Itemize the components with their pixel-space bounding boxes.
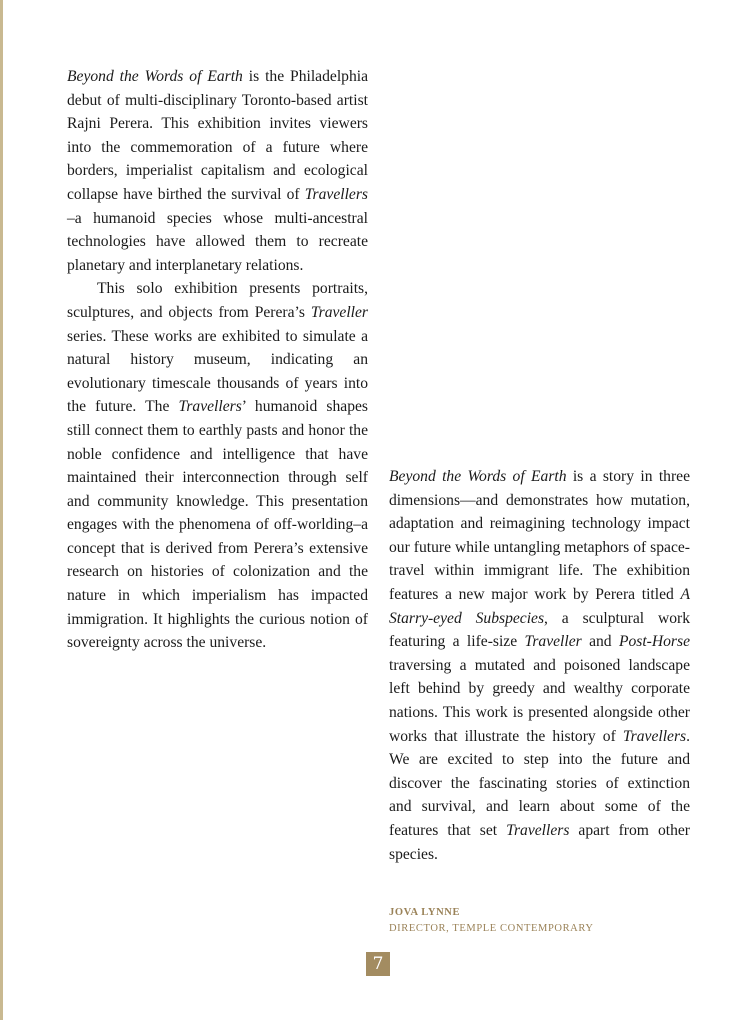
author-role: DIRECTOR, TEMPLE CONTEMPORARY xyxy=(389,923,594,934)
author-name: JOVA LYNNE xyxy=(389,907,461,918)
intro-paragraph: Beyond the Words of Earth is the Philadelphia debut of multi-disciplinary Toronto-based artist Rajni Perera. This exhibition invites viewers into the commemoration of a future where borders, imperialist capitalism and ecological collapse have birthed the survival of Travellers –a humanoid species whose multi-ancestral technologies have allowed them to recreate planetary and interplanetary relations. xyxy=(67,68,368,274)
solo-exhibition-paragraph: This solo exhibition presents portraits, sculptures, and objects from Perera’s Traveller series. These works are exhibited to simulate a natural history museum, indicating an evolutionary timescale thousands of years into the future. The Travellers’ humanoid shapes still connect them to earthly pasts and honor the noble confidence and intelligence that have maintained their interconnection through self and community knowledge. This presentation engages with the phenomena of off-worlding–a concept that is derived from Perera’s extensive research on histories of colonization and the nature in which imperialism has impacted immigration. It highlights the curious notion of sovereignty across the universe. xyxy=(67,280,368,652)
page-number: 7 xyxy=(366,952,390,976)
right-text-column xyxy=(389,465,690,866)
left-text-column xyxy=(67,65,368,655)
story-paragraph: Beyond the Words of Earth is a story in three dimensions—and demonstrates how mutation, adaptation and reimagining technology impact our future while untangling metaphors of space-travel within immigrant life. The exhibition features a new major work by Perera titled A Starry-eyed Subspecies, a sculptural work featuring a life-size Traveller and Post-Horse traversing a mutated and poisoned landscape left behind by greedy and wealthy corporate nations. This work is presented alongside other works that illustrate the history of Travellers. We are excited to step into the future and discover the fascinating stories of extinction and survival, and learn about some of the features that set Travellers apart from other species. xyxy=(389,468,690,863)
margin-rule xyxy=(0,0,3,1020)
author-signature xyxy=(389,905,594,937)
exhibition-title: Beyond the Words of Earth xyxy=(67,68,243,85)
exhibition-title: Beyond the Words of Earth xyxy=(389,468,567,485)
